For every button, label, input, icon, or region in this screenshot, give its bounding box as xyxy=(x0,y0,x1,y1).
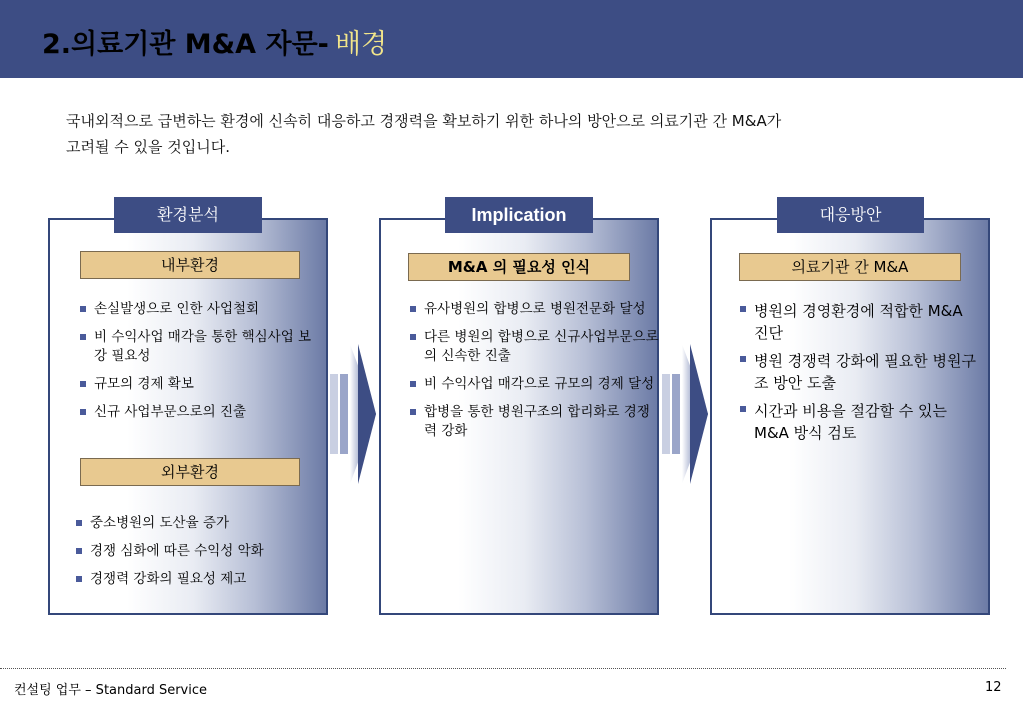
list-item: 합병을 통한 병원구조의 합리화로 경쟁력 강화 xyxy=(410,403,662,441)
list-item: 유사병원의 합병으로 병원전문화 달성 xyxy=(410,300,662,319)
intro-paragraph xyxy=(66,108,966,160)
implication-tab: Implication xyxy=(445,197,593,233)
implication-label: M&A 의 필요성 인식 xyxy=(408,253,630,281)
list-item: 경쟁 심화에 따른 수익성 악화 xyxy=(76,542,316,561)
list-item: 경쟁력 강화의 필요성 제고 xyxy=(76,570,316,589)
list-item: 시간과 비용을 절감할 수 있는 M&A 방식 검토 xyxy=(740,400,980,444)
response-label: 의료기관 간 M&A xyxy=(739,253,961,281)
internal-environment-list xyxy=(80,300,320,431)
list-item: 손실발생으로 인한 사업철회 xyxy=(80,300,320,319)
implication-list xyxy=(410,300,662,450)
intro-line-1: 국내외적으로 급변하는 환경에 신속히 대응하고 경쟁력을 확보하기 위한 하나의 방안으로 의료기관 간 M&A가 xyxy=(66,112,782,130)
footer-text: 컨설팅 업무 – Standard Service xyxy=(14,683,208,698)
page-title-main: 2.의료기관 M&A 자문- xyxy=(42,29,329,60)
page-number: 12 xyxy=(985,680,1002,695)
flow-arrow-icon xyxy=(662,344,710,484)
page-title xyxy=(42,22,387,61)
external-environment-list xyxy=(76,514,316,598)
list-item: 신규 사업부문으로의 진출 xyxy=(80,403,320,422)
flow-arrow-icon xyxy=(330,344,378,484)
page-title-accent: 배경 xyxy=(334,29,388,60)
list-item: 중소병원의 도산율 증가 xyxy=(76,514,316,533)
list-item: 비 수익사업 매각을 통한 핵심사업 보강 필요성 xyxy=(80,328,320,366)
list-item: 규모의 경제 확보 xyxy=(80,375,320,394)
footer-divider xyxy=(0,668,1006,669)
response-list xyxy=(740,300,980,450)
list-item: 다른 병원의 합병으로 신규사업부문으로의 신속한 진출 xyxy=(410,328,662,366)
list-item: 병원의 경영환경에 적합한 M&A 진단 xyxy=(740,300,980,344)
external-environment-label: 외부환경 xyxy=(80,458,300,486)
response-tab: 대응방안 xyxy=(777,197,924,233)
internal-environment-label: 내부환경 xyxy=(80,251,300,279)
environment-tab: 환경분석 xyxy=(114,197,262,233)
intro-line-2: 고려될 수 있을 것입니다. xyxy=(66,138,230,156)
list-item: 병원 경쟁력 강화에 필요한 병원구조 방안 도출 xyxy=(740,350,980,394)
list-item: 비 수익사업 매각으로 규모의 경제 달성 xyxy=(410,375,662,394)
